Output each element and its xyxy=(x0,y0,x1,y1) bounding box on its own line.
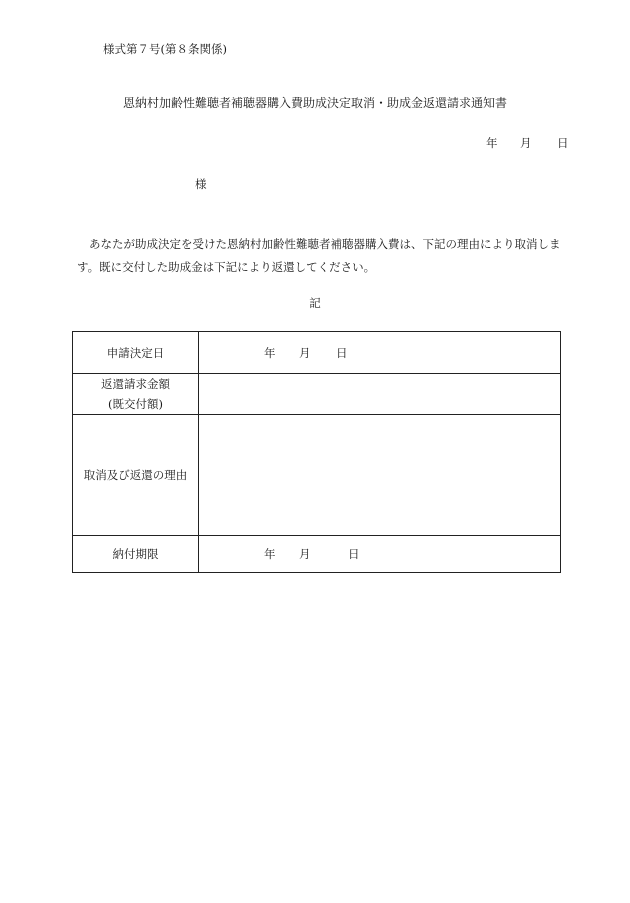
deadline-day: 日 xyxy=(348,547,360,561)
deadline-month: 月 xyxy=(299,547,311,561)
issue-date xyxy=(486,135,569,151)
decision-date-year: 年 xyxy=(264,345,276,360)
cancellation-reason-field[interactable] xyxy=(199,415,561,536)
refund-amount-label xyxy=(73,374,199,415)
refund-amount-label-line2: (既交付額) xyxy=(108,397,163,411)
body-paragraph: あなたが助成決定を受けた恩納村加齢性難聴者補聴器購入費は、下記の理由により取消します。既に交付した助成金は下記により返還してください。 xyxy=(77,237,561,274)
issue-date-day: 日 xyxy=(557,136,569,150)
refund-amount-field[interactable] xyxy=(199,374,561,415)
table-row xyxy=(73,332,561,374)
payment-deadline-field[interactable] xyxy=(199,536,561,573)
decision-date-day: 日 xyxy=(336,345,348,360)
cancellation-reason-label: 取消及び返還の理由 xyxy=(73,415,199,536)
deadline-year: 年 xyxy=(264,547,276,561)
application-decision-date-label: 申請決定日 xyxy=(73,332,199,374)
application-decision-date-field[interactable] xyxy=(199,332,561,374)
details-table xyxy=(72,331,561,573)
issue-date-month: 月 xyxy=(520,136,532,150)
refund-amount-label-line1: 返還請求金額 xyxy=(101,377,170,391)
payment-deadline-label: 納付期限 xyxy=(73,536,199,573)
table-row xyxy=(73,374,561,415)
ki-heading: 記 xyxy=(309,296,321,310)
table-row xyxy=(73,536,561,573)
addressee-honorific: 様 xyxy=(195,177,207,191)
issue-date-year: 年 xyxy=(486,136,498,150)
document-title: 恩納村加齢性難聴者補聴器購入費助成決定取消・助成金返還請求通知書 xyxy=(122,96,507,110)
decision-date-month: 月 xyxy=(299,345,311,360)
table-row xyxy=(73,415,561,536)
form-number: 様式第７号(第８条関係) xyxy=(103,42,227,56)
